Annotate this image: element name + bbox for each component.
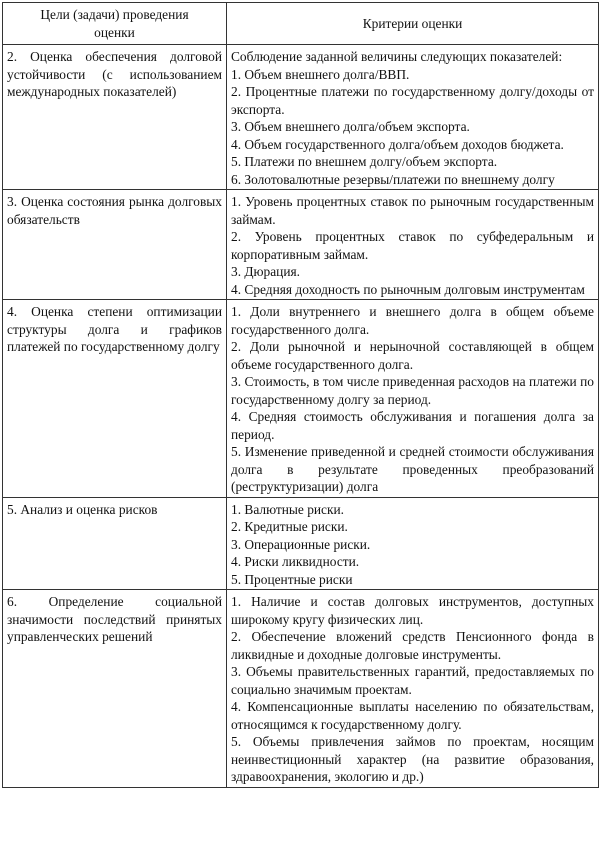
criterion-item: 1. Наличие и состав долговых инструментов, доступных широкому кругу физических лиц. (231, 594, 594, 627)
criteria-column-header: Критерии оценки (227, 3, 599, 45)
table-row (3, 300, 599, 498)
criterion-item: 3. Стоимость, в том числе приведенная расходов на платежи по государственному долгу за период. (231, 374, 594, 407)
criterion-item: 3. Объем внешнего долга/объем экспорта. (231, 119, 470, 134)
table-row (3, 497, 599, 590)
criterion-item: 4. Средняя доходность по рыночным долговым инструментам (231, 281, 585, 297)
criterion-item: 3. Объемы правительственных гарантий, предоставляемых по социально значимым проектам. (231, 664, 594, 697)
table-row (3, 45, 599, 190)
criteria-cell (227, 300, 599, 498)
criterion-item: 4. Риски ликвидности. (231, 554, 360, 569)
criterion-item: 3. Дюрация. (231, 264, 301, 279)
criterion-item: 2. Кредитные риски. (231, 519, 348, 534)
criterion-item: 1. Уровень процентных ставок по рыночным государственным займам. (231, 194, 594, 227)
criterion-item: 2. Уровень процентных ставок по субфедеральным и корпоративным займам. (231, 229, 594, 262)
criteria-cell (227, 590, 599, 788)
criteria-table (2, 2, 599, 788)
criterion-item: 3. Операционные риски. (231, 536, 371, 552)
criteria-cell (227, 190, 599, 300)
goal-cell: 3. Оценка состояния рынка долговых обязательств (3, 190, 227, 300)
goal-header-line: оценки (94, 24, 135, 40)
criterion-item: 4. Средняя стоимость обслуживания и погашения долга за период. (231, 409, 594, 442)
criterion-item: 5. Платежи по внешнем долгу/объем экспорта. (231, 154, 498, 169)
criterion-item: Соблюдение заданной величины следующих показателей: (231, 49, 563, 64)
criterion-item: 2. Доли рыночной и нерыночной составляющей в общем объеме государственного долга. (231, 339, 594, 372)
criterion-item: 1. Объем внешнего долга/ВВП. (231, 66, 410, 82)
table-row (3, 190, 599, 300)
goal-cell: 6. Определение социальной значимости последствий принятых управленческих решений (3, 590, 227, 788)
criterion-item: 6. Золотовалютные резервы/платежи по внешнему долгу (231, 171, 555, 187)
criterion-item: 4. Компенсационные выплаты населению по обязательствам, относящимся к государственному долгу. (231, 699, 594, 732)
goal-cell: 4. Оценка степени оптимизации структуры долга и графиков платежей по государственному долгу (3, 300, 227, 498)
criterion-item: 5. Объемы привлечения займов по проектам, носящим неинвестиционный характер (на развитие образования, здравоохранения, экологию и др.) (231, 734, 594, 784)
goal-cell: 5. Анализ и оценка рисков (3, 497, 227, 590)
goal-header-line: Цели (задачи) проведения (40, 7, 189, 22)
criterion-item: 4. Объем государственного долга/объем доходов бюджета. (231, 136, 564, 152)
criterion-item: 1. Валютные риски. (231, 501, 345, 517)
goal-cell: 2. Оценка обеспечения долговой устойчивости (с использованием международных показателей) (3, 45, 227, 190)
criteria-cell (227, 45, 599, 190)
table-header-row (3, 3, 599, 45)
goal-column-header (3, 3, 227, 45)
table-row (3, 590, 599, 788)
criterion-item: 5. Изменение приведенной и средней стоимости обслуживания долга в результате проведенных преобразований (реструктуризации) долга (231, 444, 594, 494)
criterion-item: 1. Доли внутреннего и внешнего долга в общем объеме государственного долга. (231, 304, 594, 337)
criteria-cell (227, 497, 599, 590)
criterion-item: 5. Процентные риски (231, 571, 353, 587)
criterion-item: 2. Процентные платежи по государственному долгу/доходы от экспорта. (231, 84, 594, 117)
criterion-item: 2. Обеспечение вложений средств Пенсионного фонда в ликвидные и доходные долговые инструменты. (231, 629, 594, 662)
